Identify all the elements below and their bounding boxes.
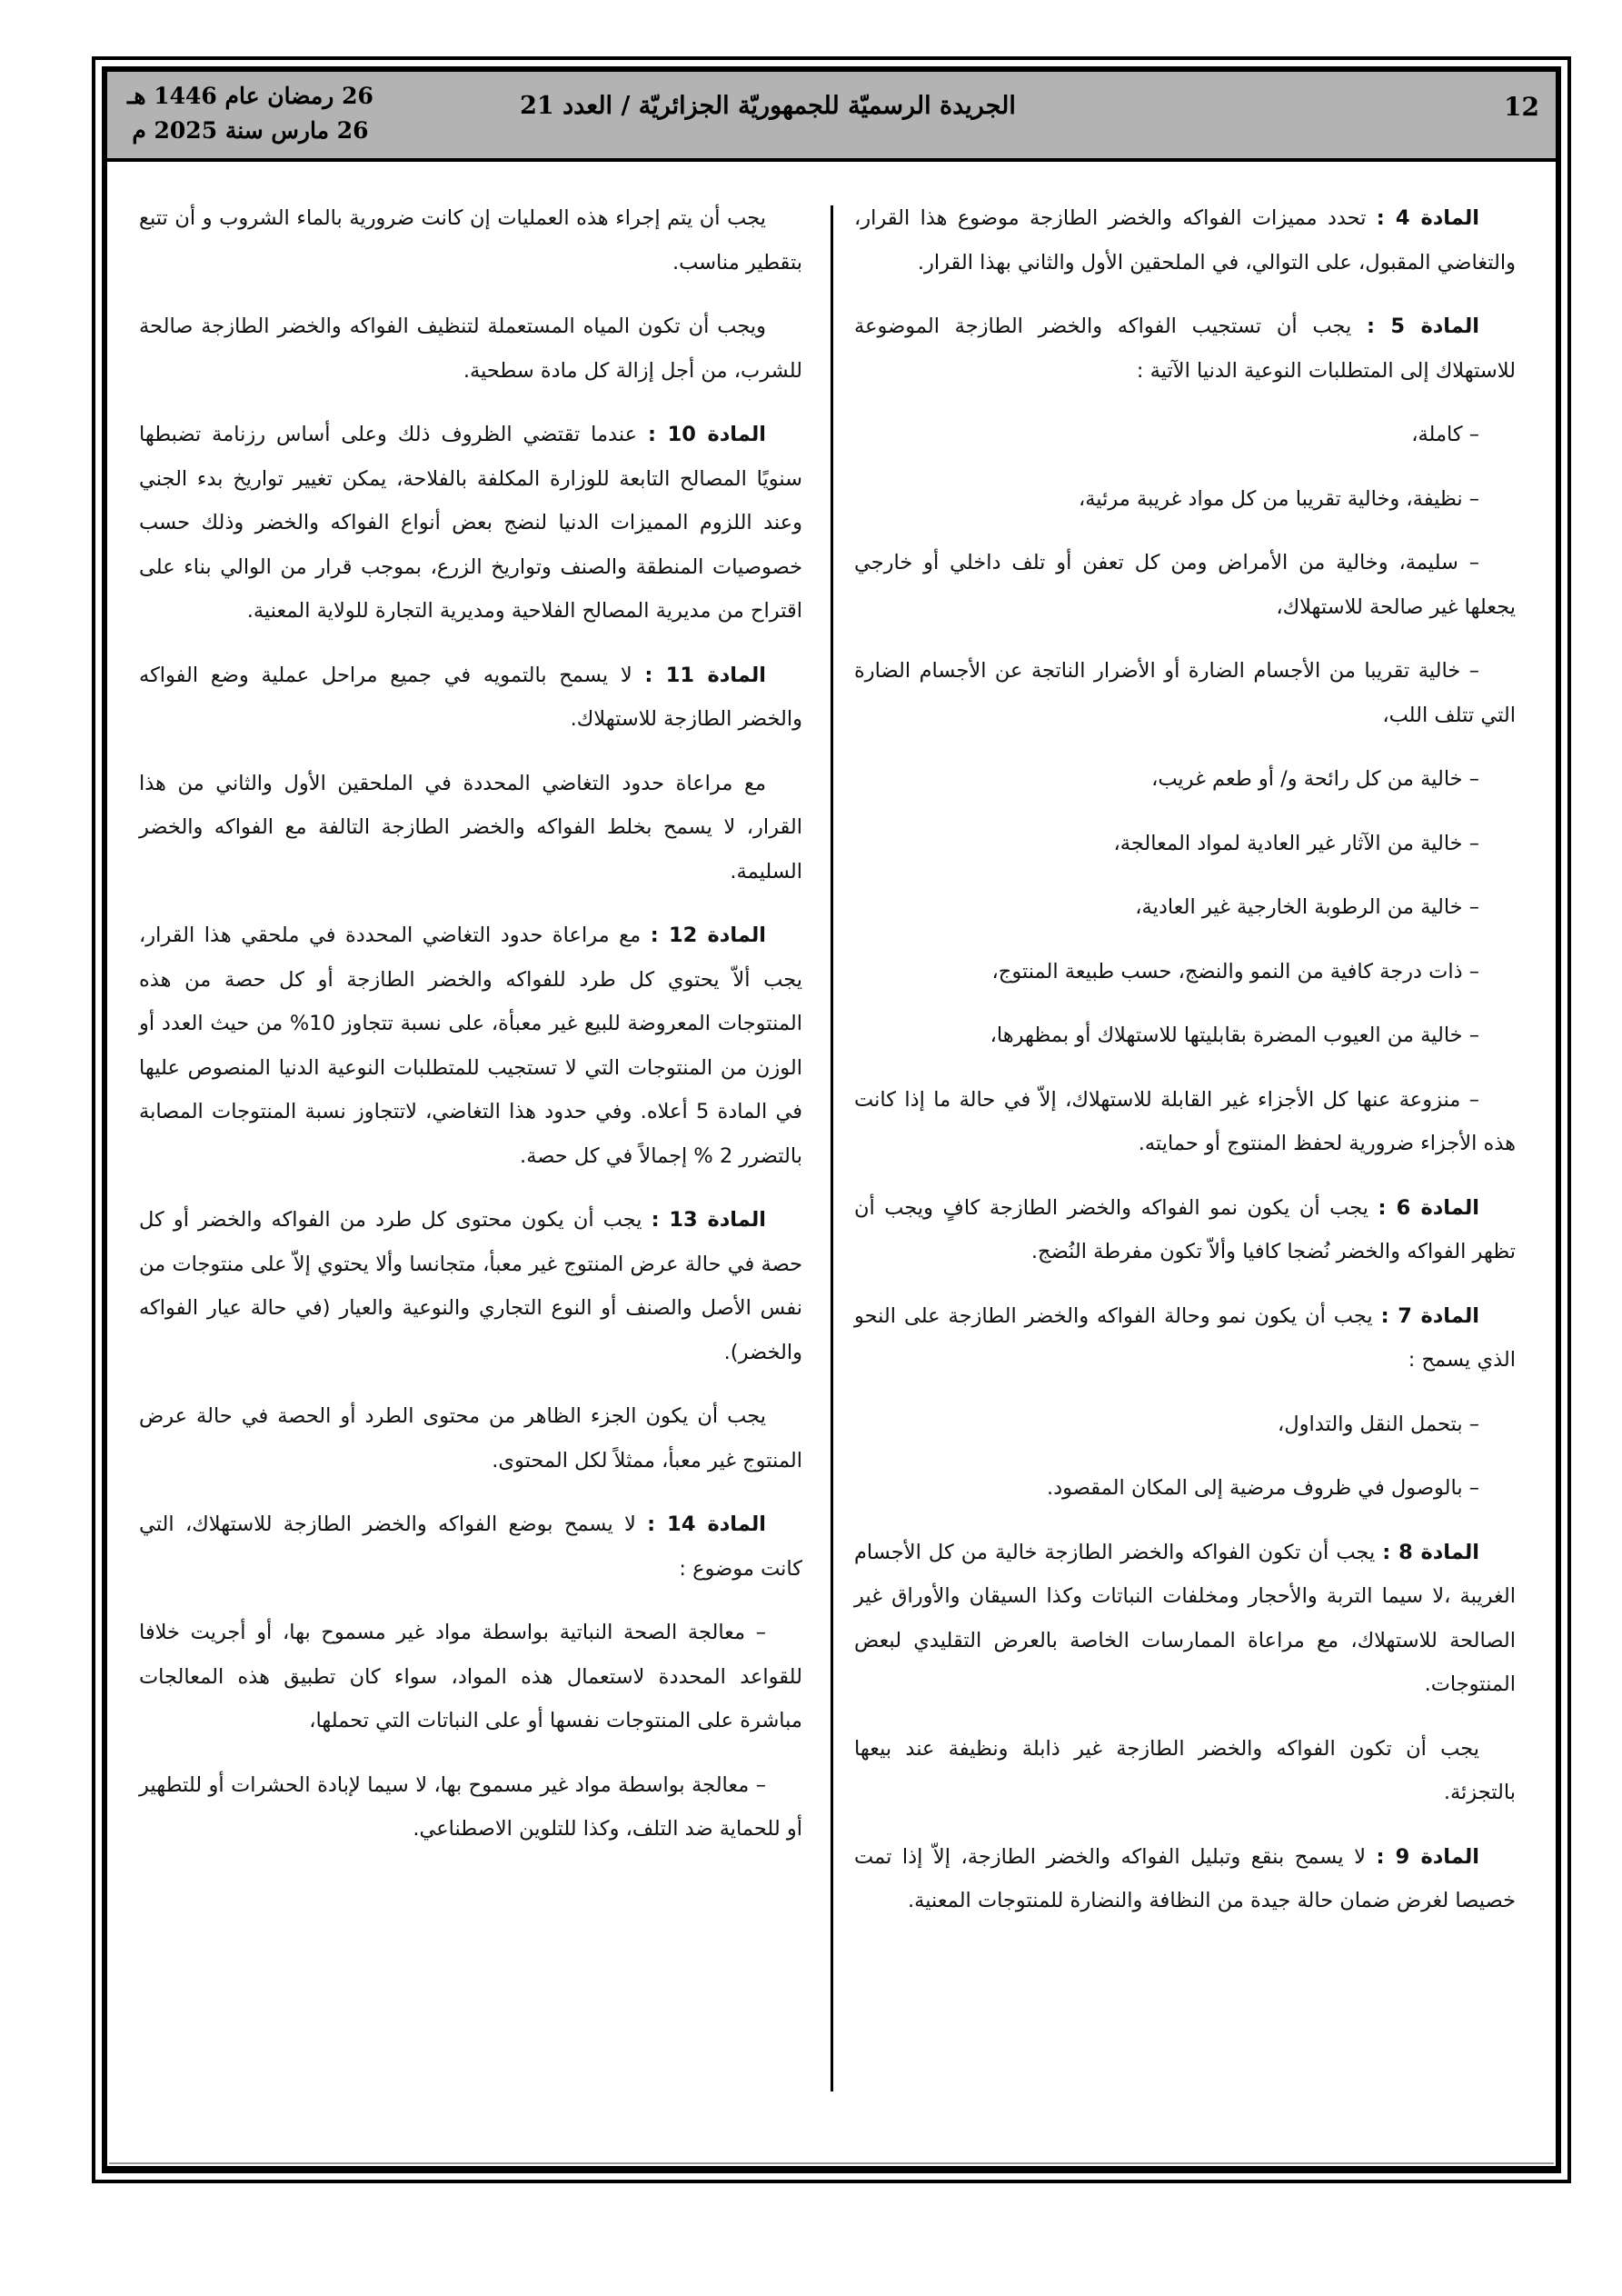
article-label: المادة 13 : bbox=[651, 1208, 766, 1232]
paragraph-text: يجب أن يتم إجراء هذه العمليات إن كانت ضرورية بالماء الشروب و أن تتبع بتقطير مناسب. bbox=[139, 206, 802, 275]
list-item bbox=[854, 1403, 1516, 1447]
paragraph-text: – بتحمل النقل والتداول، bbox=[1278, 1412, 1479, 1436]
list-item bbox=[854, 885, 1516, 930]
body-columns bbox=[107, 158, 1556, 2166]
right-column bbox=[854, 196, 1516, 1943]
article-paragraph bbox=[139, 913, 802, 1178]
paragraph-text: – معالجة الصحة النباتية بواسطة مواد غير مسموح بها، أو أجريت خلافا للقواعد المحددة لاستعمال هذه المواد، سواء كان تطبيق هذه المعالجات مباشرة على المنتوجات نفسها أو على النباتات التي تحملها، bbox=[139, 1621, 802, 1732]
column-divider bbox=[831, 205, 833, 2091]
paragraph-text: – منزوعة عنها كل الأجزاء غير القابلة للاستهلاك، إلاّ في حالة ما إذا كانت هذه الأجزاء ضرورية لحفظ المنتوج أو حمايته. bbox=[854, 1087, 1516, 1155]
paragraph-text: – كاملة، bbox=[1411, 423, 1479, 446]
article-paragraph bbox=[854, 196, 1516, 285]
paragraph-text: – سليمة، وخالية من الأمراض ومن كل تعفن أو تلف داخلي أو خارجي يجعلها غير صالحة للاستهلاك، bbox=[854, 551, 1516, 619]
paragraph-text: – خالية من الرطوبة الخارجية غير العادية، bbox=[1135, 895, 1479, 919]
article-label: المادة 11 : bbox=[644, 663, 766, 687]
article-label: المادة 8 : bbox=[1382, 1540, 1479, 1564]
article-label: المادة 6 : bbox=[1378, 1195, 1479, 1220]
paragraph-text: يجب أن يكون محتوى كل طرد من الفواكه والخضر أو كل حصة في حالة عرض المنتوج غير معبأ، متجانسا وألا يحتوي إلاّ على منتوجات من نفس الأصل والصنف أو النوع التجاري والنوعية والعيار (في حالة عيار الفواكه والخضر). bbox=[139, 1208, 802, 1364]
paragraph-text: – خالية من كل رائحة و/ أو طعم غريب، bbox=[1151, 767, 1479, 791]
paragraph-text: مع مراعاة حدود التغاضي المحددة في الملحقين الأول والثاني من هذا القرار، لا يسمح بخلط الفواكه والخضر الطازجة التالفة مع الفواكه والخضر السليمة. bbox=[139, 771, 802, 883]
article-paragraph bbox=[139, 1198, 802, 1374]
paragraph-text: – معالجة بواسطة مواد غير مسموح بها، لا سيما لإبادة الحشرات أو للتطهير أو للحماية ضد التلف، وكذا للتلوين الاصطناعي. bbox=[139, 1772, 802, 1841]
article-label: المادة 12 : bbox=[650, 923, 767, 947]
paragraph-text: يجب أن يكون نمو وحالة الفواكه والخضر الطازجة على النحو الذي يسمح : bbox=[854, 1303, 1516, 1372]
paragraph bbox=[139, 196, 802, 285]
paragraph-text: يجب أن يكون نمو الفواكه والخضر الطازجة كافٍ ويجب أن تظهر الفواكه والخضر نُضجا كافيا وألاّ تكون مفرطة النُضج. bbox=[854, 1195, 1516, 1263]
left-column bbox=[139, 196, 802, 1872]
page-header bbox=[107, 72, 1556, 162]
paragraph-text: – ذات درجة كافية من النمو والنضج، حسب طبيعة المنتوج، bbox=[991, 959, 1479, 983]
gazette-title: الجريدة الرسميّة للجمهوريّة الجزائريّة / العدد 21 bbox=[520, 92, 1016, 120]
issue-date bbox=[127, 79, 373, 148]
list-item bbox=[139, 1611, 802, 1743]
list-item bbox=[854, 477, 1516, 522]
paragraph-text: – خالية تقريبا من الأجسام الضارة أو الأضرار الناتجة عن الأجسام الضارة التي تتلف اللب، bbox=[854, 659, 1516, 727]
paragraph-text: – خالية من الآثار غير العادية لمواد المعالجة، bbox=[1113, 831, 1479, 855]
paragraph-text: يجب أن تكون الفواكه والخضر الطازجة غير ذابلة ونظيفة عند بيعها بالتجزئة. bbox=[854, 1736, 1516, 1804]
article-paragraph bbox=[854, 1531, 1516, 1707]
list-item bbox=[854, 413, 1516, 457]
paragraph-text: – نظيفة، وخالية تقريبا من كل مواد غريبة مرئية، bbox=[1078, 486, 1479, 511]
paragraph bbox=[854, 1727, 1516, 1815]
article-paragraph bbox=[854, 304, 1516, 393]
date-gregorian: 26 مارس سنة 2025 م bbox=[132, 117, 369, 144]
article-label: المادة 9 : bbox=[1376, 1844, 1479, 1869]
article-label: المادة 5 : bbox=[1367, 314, 1479, 338]
paragraph-text: يجب أن تكون الفواكه والخضر الطازجة خالية من كل الأجسام الغريبة ،لا سيما التربة والأحجار ومخلفات النباتات وكذا السيقان والأوراق غير الصالحة للاستهلاك، مع مراعاة الممارسات الخاصة بالعرض التقليدي لبعض المنتوجات. bbox=[854, 1540, 1516, 1696]
paragraph-text: مع مراعاة حدود التغاضي المحددة في ملحقي هذا القرار، يجب ألاّ يحتوي كل طرد للفواكه والخضر الطازجة أو كل حصة من هذه المنتوجات المعروضة للبيع غير معبأة، على نسبة تتجاوز 10% من حيث العدد أو الوزن من المنتوجات التي لا تستجيب للمتطلبات النوعية الدنيا المنصوص عليها في المادة 5 أعلاه. وفي حدود هذا التغاضي، لاتتجاوز نسبة المنتوجات المصابة بالتضرر 2 % إجمالاً في كل حصة. bbox=[139, 923, 802, 1168]
paragraph-text: – خالية من العيوب المضرة بقابليتها للاستهلاك أو بمظهرها، bbox=[990, 1023, 1479, 1047]
paragraph bbox=[139, 304, 802, 393]
article-paragraph bbox=[854, 1835, 1516, 1923]
list-item bbox=[854, 1078, 1516, 1166]
date-hijri: 26 رمضان عام 1446 هـ bbox=[127, 83, 373, 109]
paragraph bbox=[139, 1394, 802, 1482]
paragraph-text: ويجب أن تكون المياه المستعملة لتنظيف الفواكه والخضر الطازجة صالحة للشرب، من أجل إزالة كل مادة سطحية. bbox=[139, 314, 802, 383]
article-paragraph bbox=[854, 1186, 1516, 1274]
article-label: المادة 4 : bbox=[1376, 206, 1479, 230]
paragraph-text: عندما تقتضي الظروف ذلك وعلى أساس رزنامة تضبطها سنويًا المصالح التابعة للوزارة المكلفة بالفلاحة، يمكن تغيير تواريخ بدء الجني وعند اللزوم المميزات الدنيا لنضج بعض أنواع الفواكه والخضر وذلك حسب خصوصيات المنطقة والصنف وتواريخ الزرع، بموجب قرار من الوالي بناء على اقتراح من مديرية المصالح الفلاحية ومديرية التجارة للولاية المعنية. bbox=[139, 423, 802, 623]
list-item bbox=[854, 950, 1516, 994]
paragraph-text: يجب أن يكون الجزء الظاهر من محتوى الطرد أو الحصة في حالة عرض المنتوج غير معبأ، ممثلاً لكل المحتوى. bbox=[139, 1404, 802, 1472]
paragraph-text: يجب أن تستجيب الفواكه والخضر الطازجة الموضوعة للاستهلاك إلى المتطلبات النوعية الدنيا الآتية : bbox=[854, 314, 1516, 383]
list-item bbox=[854, 757, 1516, 802]
list-item bbox=[854, 1013, 1516, 1058]
list-item bbox=[854, 541, 1516, 629]
list-item bbox=[854, 822, 1516, 866]
paragraph-text: لا يسمح بنقع وتبليل الفواكه والخضر الطازجة، إلاّ إذا تمت خصيصا لغرض ضمان حالة جيدة من النظافة والنضارة للمنتوجات المعنية. bbox=[854, 1844, 1516, 1912]
paragraph-text: لا يسمح بالتمويه في جميع مراحل عملية وضع الفواكه والخضر الطازجة للاستهلاك. bbox=[139, 663, 802, 731]
article-paragraph bbox=[854, 1294, 1516, 1383]
article-paragraph bbox=[139, 413, 802, 634]
page-frame-inner bbox=[102, 66, 1561, 2173]
page-frame-outer bbox=[92, 56, 1571, 2183]
paragraph-text: لا يسمح بوضع الفواكه والخضر الطازجة للاستهلاك، التي كانت موضوع : bbox=[139, 1512, 802, 1581]
paragraph-text: تحدد مميزات الفواكه والخضر الطازجة موضوع هذا القرار، والتغاضي المقبول، على التوالي، في الملحقين الأول والثاني بهذا القرار. bbox=[854, 206, 1516, 275]
list-item bbox=[139, 1763, 802, 1852]
article-label: المادة 14 : bbox=[647, 1512, 767, 1536]
article-paragraph bbox=[139, 654, 802, 742]
article-label: المادة 7 : bbox=[1380, 1303, 1479, 1328]
article-label: المادة 10 : bbox=[647, 423, 766, 446]
paragraph-text: – بالوصول في ظروف مرضية إلى المكان المقصود. bbox=[1046, 1476, 1479, 1500]
list-item bbox=[854, 1466, 1516, 1511]
paragraph bbox=[139, 762, 802, 894]
list-item bbox=[854, 649, 1516, 737]
page-number: 12 bbox=[1504, 92, 1539, 122]
article-paragraph bbox=[139, 1502, 802, 1591]
